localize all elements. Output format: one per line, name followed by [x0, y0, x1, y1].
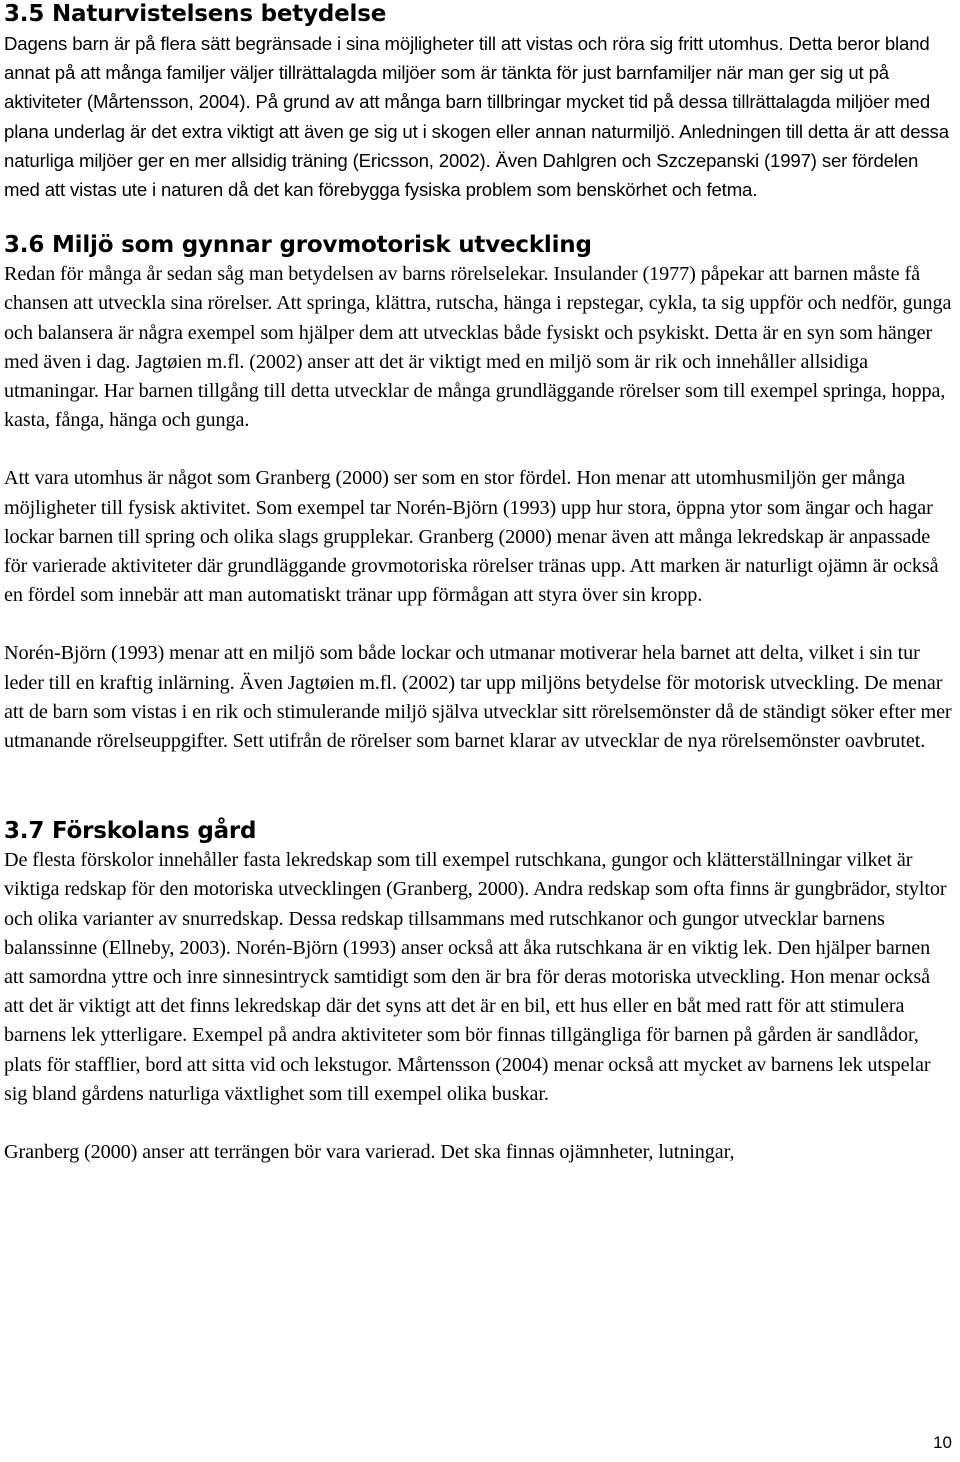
document-page: [4, 0, 954, 1167]
section-heading-3-5: 3.5 Naturvistelsens betydelse: [4, 1, 387, 27]
paragraph-terrang: Granberg (2000) anser att terrängen bör vara varierad. Det ska finnas ojämnheter, lutningar,: [4, 1141, 735, 1164]
paragraph-naturvistelse: Dagens barn är på flera sätt begränsade i sina möjligheter till att vistas och röra sig fritt utomhus. Detta beror bland annat på att många familjer väljer tillrättalagda miljöer som är tänkta för just barnfamiljer när man ger sig ut på aktiviteter (Mårtensson, 2004). På grund av att många barn tillbringar mycket tid på dessa tillrättalagda miljöer med plana underlag är det extra viktigt att även ge sig ut i skogen eller annan naturmiljö. Anledningen till detta är att dessa naturliga miljöer ger en mer allsidig träning (Ericsson, 2002). Även Dahlgren och Szczepanski (1997) ser fördelen med att vistas ute i naturen då det kan förebygga fysiska problem som benskörhet och fetma.: [4, 33, 949, 201]
section-heading-3-6: 3.6 Miljö som gynnar grovmotorisk utveckling: [4, 232, 592, 259]
paragraph-utomhus: Att vara utomhus är något som Granberg (2000) ser som en stor fördel. Hon menar att utomhusmiljön ger många möjligheter till fysisk aktivitet. Som exempel tar Norén-Björn (1993) upp hur stora, öppna ytor som ängar och hagar lockar barnen till spring och olika slags grupplekar. Granberg (2000) menar även att många lekredskap är anpassade för varierade aktiviteter där grundläggande grovmotoriska rörelser tränas upp. Att marken är naturligt ojämn är också en fördel som innebär att man automatiskt tränar upp förmågan att styra över sin kropp.: [4, 467, 939, 607]
paragraph-rorelselekar: Redan för många år sedan såg man betydelsen av barns rörelselekar. Insulander (1977) påpekar att barnen måste få chansen att utveckla sina rörelser. Att springa, klättra, rutscha, hänga i repstegar, cykla, ta sig uppför och nedför, gunga och balansera är några exempel som hjälper dem att utvecklas både fysiskt och psykiskt. Detta är en syn som hänger med även i dag. Jagtøien m.fl. (2002) anser att det är viktigt med en miljö som är rik och innehåller allsidiga utmaningar. Har barnen tillgång till detta utvecklar de många grundläggande rörelser som till exempel springa, hoppa, kasta, fånga, hänga och gunga.: [4, 263, 952, 432]
section-heading-3-7: 3.7 Förskolans gård: [4, 818, 257, 845]
page-number: 10: [933, 1433, 952, 1452]
paragraph-miljo-lockar: Norén-Björn (1993) menar att en miljö som både lockar och utmanar motiverar hela barnet att delta, vilket i sin tur leder till en kraftig inlärning. Även Jagtøien m.fl. (2002) tar upp miljöns betydelse för motorisk utveckling. De menar att de barn som vistas i en rik och stimulerande miljö själva utvecklar sitt rörelsemönster då de ständigt söker efter mer utmanande rörelseuppgifter. Sett utifrån de rörelser som barnet klarar av utvecklar de nya rörelsemönster oavbrutet.: [4, 642, 952, 753]
paragraph-lekredskap: De flesta förskolor innehåller fasta lekredskap som till exempel rutschkana, gungor och klätterställningar vilket är viktiga redskap för den motoriska utvecklingen (Granberg, 2000). Andra redskap som ofta finns är gungbrädor, styltor och olika varianter av snurredskap. Dessa redskap tillsammans med rutschkanor och gungor utvecklar barnens balanssinne (Ellneby, 2003). Norén-Björn (1993) anser också att åka rutschkana är en viktig lek. Den hjälper barnen att samordna yttre och inre sinnesintryck samtidigt som den är bra för deras motoriska utveckling. Hon menar också att det är viktigt att det finns lekredskap där det syns att det är en bil, ett hus eller en båt med ratt för att stimulera barnens lek ytterligare. Exempel på andra aktiviteter som bör finnas tillgängliga för barnen på gården är sandlådor, plats för stafflier, bord att sitta vid och lekstugor. Mårtensson (2004) menar också att mycket av barnens lek utspelar sig bland gårdens naturliga växtlighet som till exempel olika buskar.: [4, 849, 947, 1105]
